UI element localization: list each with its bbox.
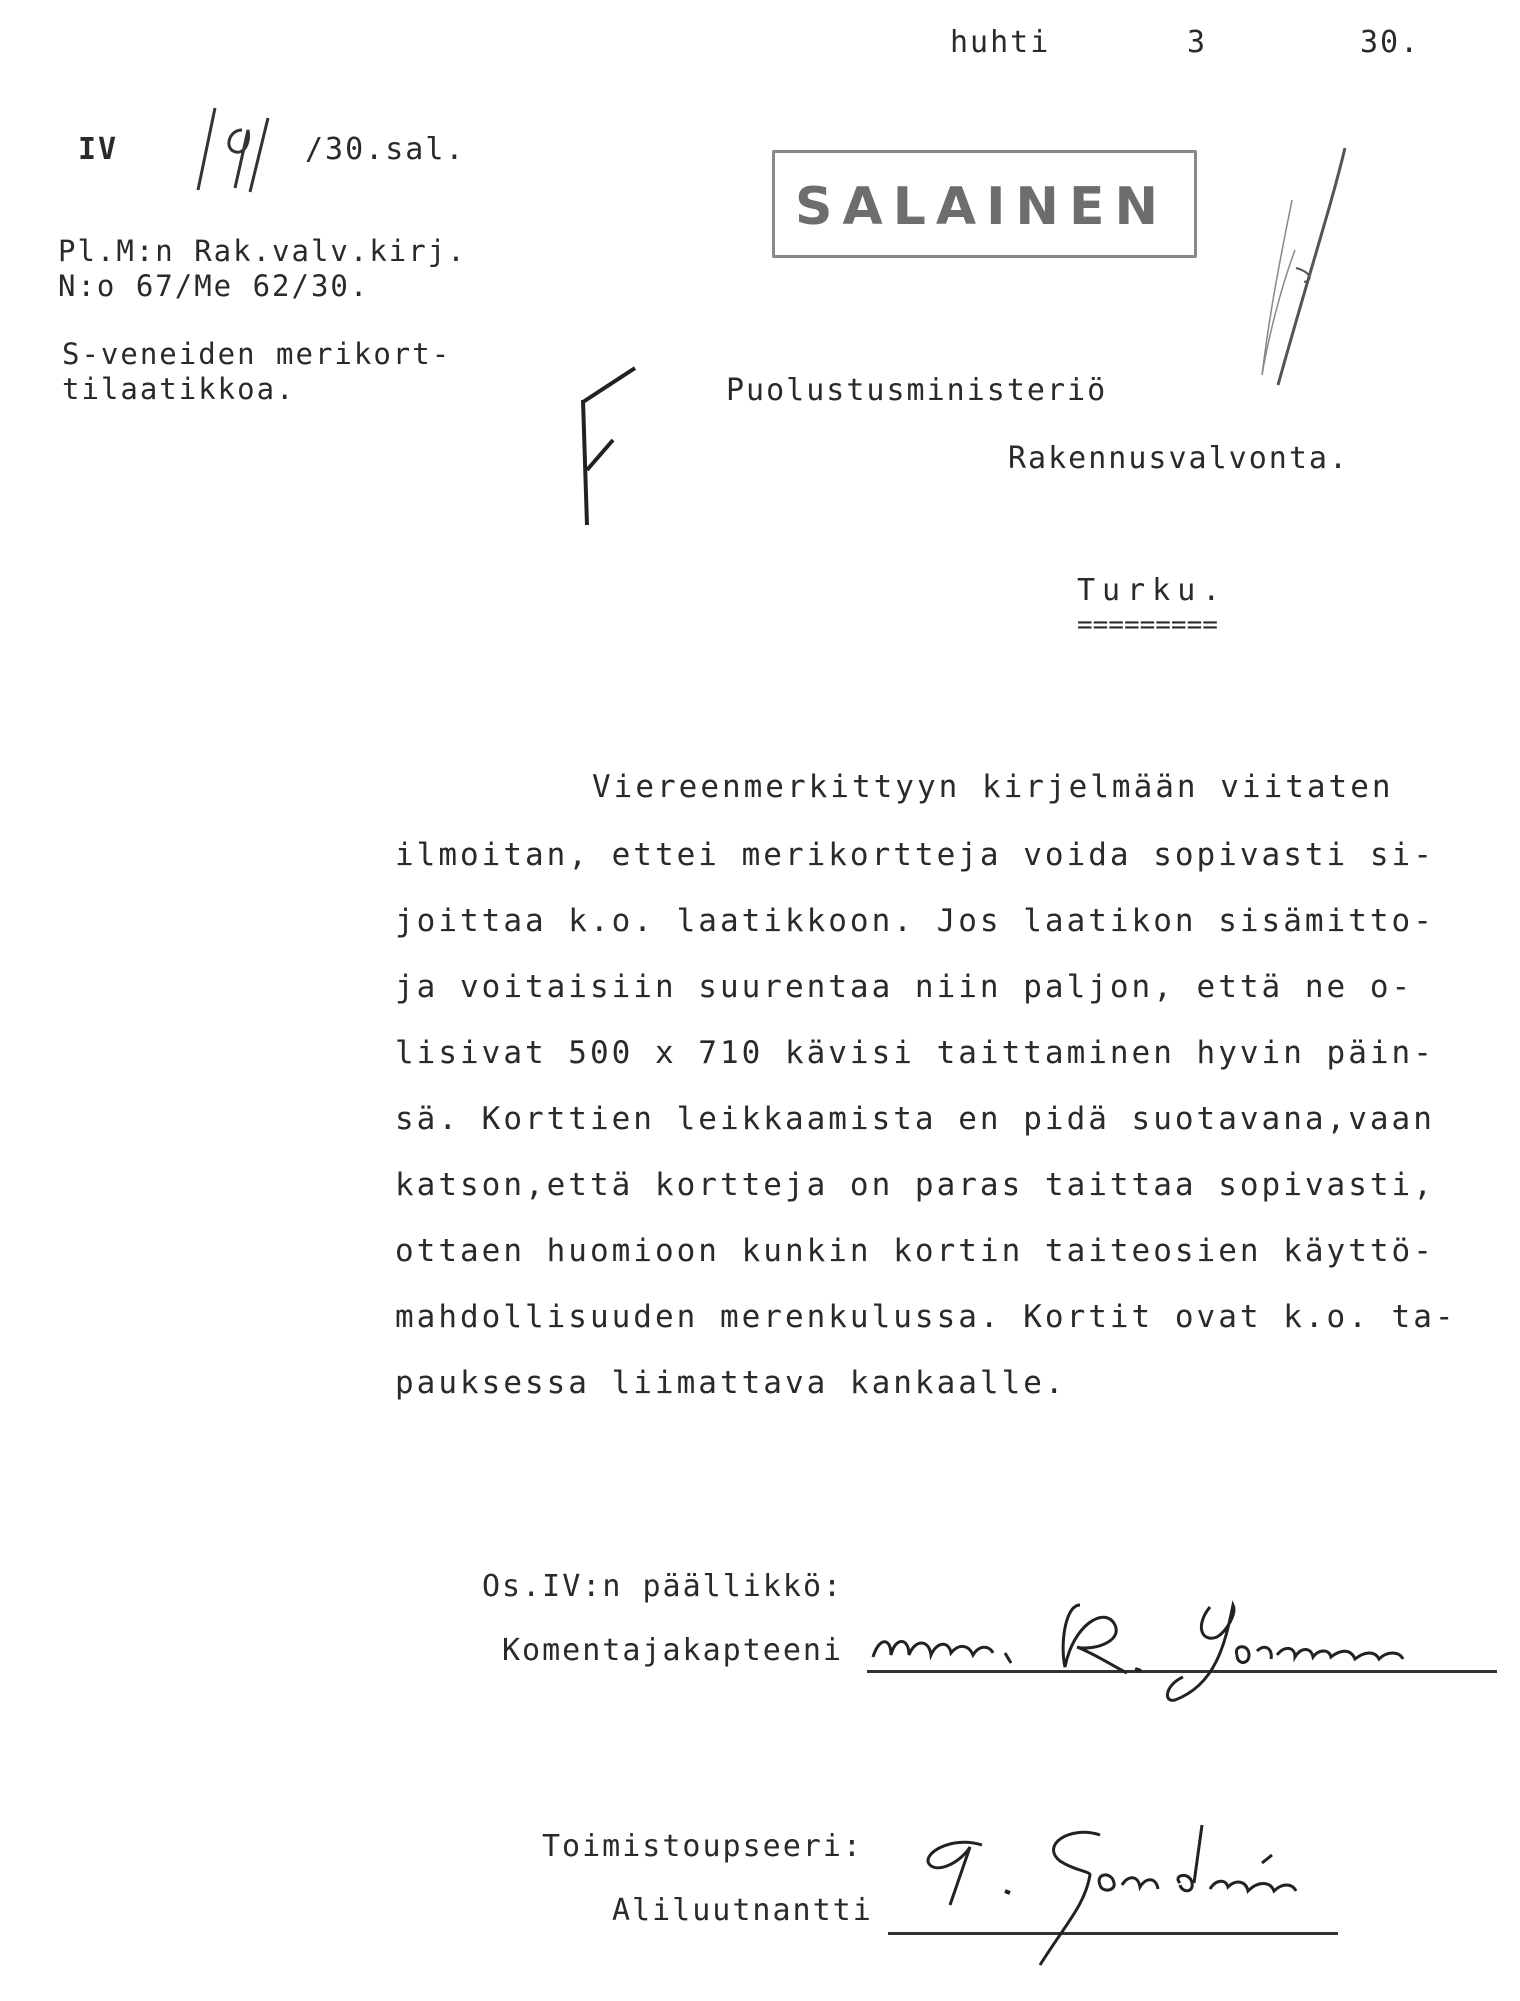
subject-line-2: tilaatikkoa. [62, 372, 296, 406]
city-underline: ========= [1077, 610, 1218, 640]
reference-line-1: Pl.M:n Rak.valv.kirj. [58, 234, 467, 268]
handwritten-f-mark [565, 360, 645, 535]
date-month: huhti [950, 25, 1051, 60]
handwritten-check-mark [1240, 140, 1360, 400]
body-line-7: katson,että kortteja on paras taittaa sopivasti, [395, 1167, 1435, 1203]
body-line-4: ja voitaisiin suurentaa niin paljon, että ne o- [395, 969, 1414, 1005]
officer-handwritten-signature [890, 1805, 1370, 1980]
body-line-8: ottaen huomioon kunkin kortin taiteosien käyttö- [395, 1233, 1435, 1269]
body-line-2: ilmoitan, ettei merikortteja voida sopivasti si- [395, 837, 1435, 873]
reference-suffix: /30.sal. [305, 132, 466, 167]
secret-stamp [772, 150, 1197, 258]
chief-title: Os.IV:n päällikkö: [482, 1569, 844, 1604]
recipient: Puolustusministeriö [726, 373, 1108, 408]
handwritten-reference-number [180, 100, 290, 195]
subject-line-1: S-veneiden merikort- [62, 337, 452, 371]
body-line-3: joittaa k.o. laatikkoon. Jos laatikon sisämitto- [395, 903, 1435, 939]
body-line-10: pauksessa liimattava kankaalle. [395, 1365, 1067, 1401]
body-line-9: mahdollisuuden merenkulussa. Kortit ovat k.o. ta- [395, 1299, 1457, 1335]
reference-line-2: N:o 67/Me 62/30. [58, 269, 370, 303]
chief-handwritten-signature [865, 1585, 1505, 1705]
body-line-5: lisivat 500 x 710 kävisi taittaminen hyvin päin- [395, 1035, 1435, 1071]
body-line-6: sä. Korttien leikkaamista en pidä suotavana,vaan [395, 1101, 1435, 1137]
officer-title: Toimistoupseeri: [542, 1829, 863, 1864]
chief-rank: Komentajakapteeni [502, 1633, 844, 1668]
body-line-1: Viereenmerkittyyn kirjelmään viitaten [592, 769, 1394, 805]
city: Turku. [1077, 573, 1228, 608]
date-year: 30. [1360, 25, 1421, 60]
reference-roman: IV [78, 132, 119, 167]
department: Rakennusvalvonta. [1008, 441, 1350, 476]
officer-rank: Aliluutnantti [612, 1893, 873, 1928]
stamp-text: SALAINEN [795, 177, 1168, 237]
date-day: 3 [1187, 25, 1208, 60]
